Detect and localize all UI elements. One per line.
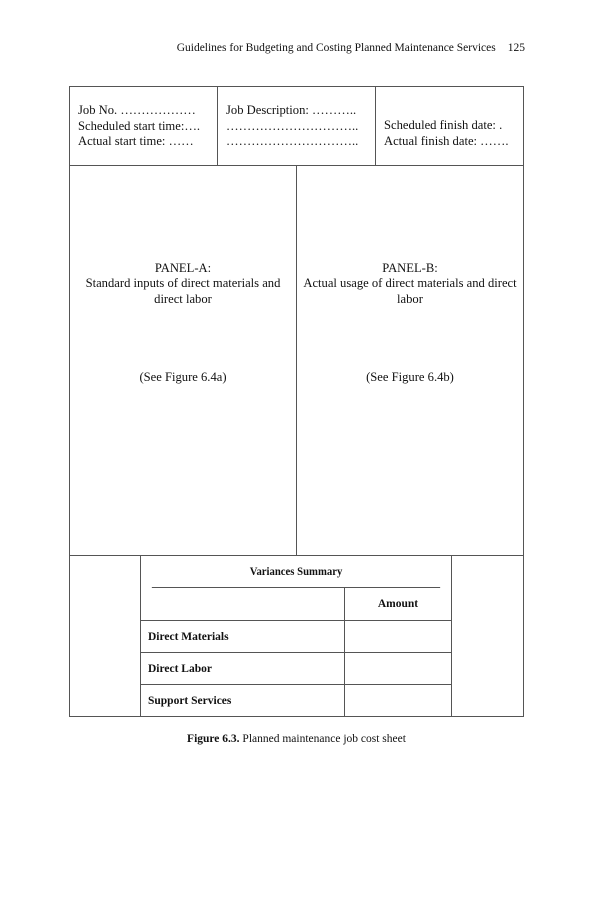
job-id-cell [70,87,218,165]
caption-text: Planned maintenance job cost sheet [242,733,406,745]
row-amount [344,621,451,652]
header-title: Guidelines for Budgeting and Costing Planned Maintenance Services [176,42,496,54]
job-description-cell [218,87,376,165]
job-cost-sheet [69,86,524,717]
caption-label: Figure 6.3. [187,733,240,745]
row-label: Direct Materials [148,630,229,643]
table-row [141,685,451,717]
panel-b [297,165,523,555]
variances-header-row [141,588,451,621]
row-amount [344,653,451,684]
panel-b-reference: (See Figure 6.4b) [366,370,454,384]
job-description-line-3: ………………………….. [226,134,359,148]
running-header [150,42,525,60]
row-label: Direct Labor [148,662,212,675]
panel-a [70,165,297,555]
row-label: Support Services [148,695,232,707]
panel-b-description: Actual usage of direct materials and direct labor [303,276,517,306]
panel-a-description: Standard inputs of direct materials and direct labor [85,276,281,306]
panel-a-title: PANEL-A: [154,261,212,275]
figure-caption [0,733,593,745]
scheduled-finish-field: Scheduled finish date: . [384,118,503,132]
amount-header: Amount [344,588,451,620]
row-amount [344,685,451,717]
panel-b-title: PANEL-B: [382,261,438,275]
page-number: 125 [507,42,525,54]
panels-row [70,165,523,556]
job-description-field: Job Description: ……….. [226,103,357,117]
table-row [141,621,451,653]
job-info-row [70,87,523,166]
actual-finish-field: Actual finish date: ……. [384,133,509,148]
job-description-line-2: ………………………….. [226,118,359,133]
table-row [141,653,451,685]
job-no-field: Job No. ……………… [78,103,196,117]
finish-dates-cell [376,87,523,165]
actual-start-field: Actual start time: …… [78,134,194,148]
variances-title: Variances Summary [152,556,440,588]
scheduled-start-field: Scheduled start time:…. [78,118,201,133]
variances-summary-table [140,556,452,717]
panel-a-reference: (See Figure 6.4a) [139,370,227,384]
